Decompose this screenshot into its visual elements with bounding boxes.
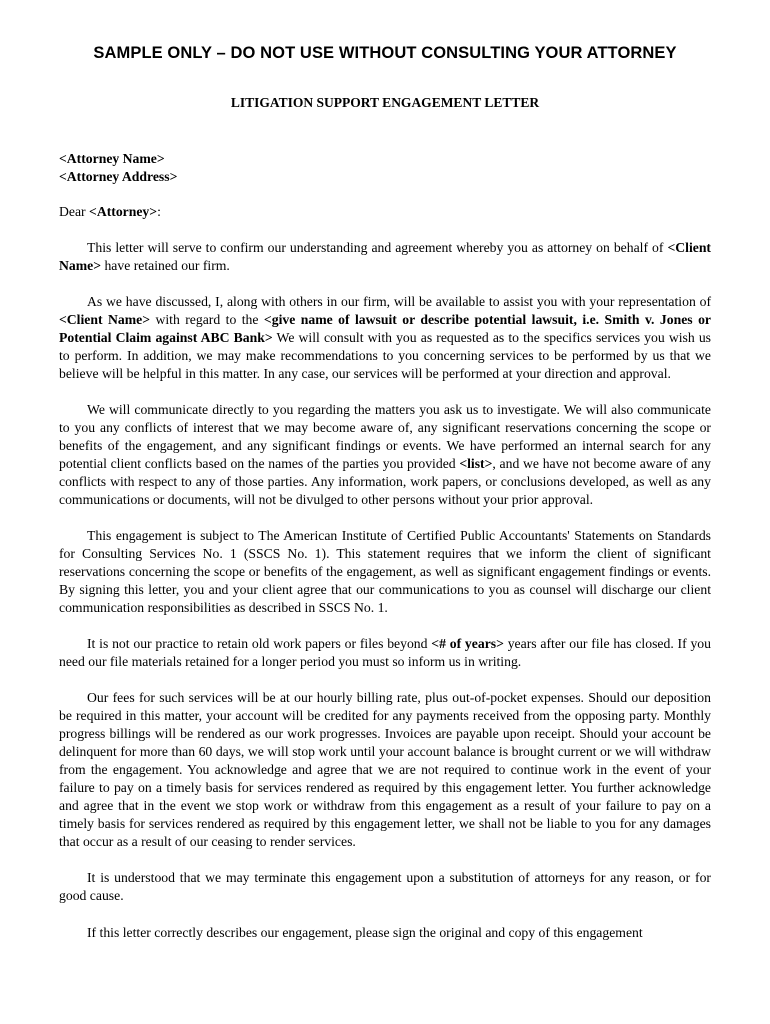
- p5-text-a: It is not our practice to retain old work papers or files beyond: [87, 636, 432, 651]
- p2-text-c: with regard to the: [150, 312, 264, 327]
- paragraph-signature-request: [59, 924, 711, 942]
- p2-text-d: We will consult with you as requested as to the specifics services you wish us to perform. In addition, we may make recommendations to you concerning services to be performed by us that we believe will be helpful in this matter. In any case, our services will be performed at your direction and approval.: [59, 330, 711, 381]
- salutation-prefix: Dear: [59, 204, 90, 219]
- lawsuit-placeholder: <give name of lawsuit or describe potential lawsuit, i.e. Smith v. Jones or Potential Claim against ABC Bank>: [59, 312, 711, 345]
- paragraph-fees: [59, 689, 711, 851]
- paragraph-termination: [59, 869, 711, 905]
- p1-text-a: This letter will serve to confirm our understanding and agreement whereby you as attorney on behalf of: [87, 240, 668, 255]
- letter-title: LITIGATION SUPPORT ENGAGEMENT LETTER: [230, 95, 540, 110]
- p7-text-a: It is understood that we may terminate this engagement upon a substitution of attorneys for any reason, or for good cause.: [59, 870, 711, 903]
- attorney-address-placeholder: <Attorney Address>: [59, 169, 178, 184]
- p5-text-c: years after our file has closed. If you need our file materials retained for a longer period you must so inform us in writing.: [59, 636, 711, 669]
- years-placeholder: <# of years>: [431, 636, 504, 651]
- p8-text-a: If this letter correctly describes our engagement, please sign the original and copy of this engagement: [87, 925, 643, 940]
- letter-body: [59, 150, 711, 942]
- attorney-name-placeholder: <Attorney Name>: [59, 151, 165, 166]
- salutation-name-placeholder: <Attorney>: [89, 204, 158, 219]
- attorney-name-line: [59, 150, 711, 168]
- p6-text-a: Our fees for such services will be at our hourly billing rate, plus out-of-pocket expenses. Should our deposition be required in this matter, your account will be credited for any payments received from the opposing party. Monthly progress billings will be rendered as our work progresses. Invoices are payable upon receipt. Should your account be delinquent for more than 60 days, we will stop work until your account balance is brought current or we will withdraw from the engagement. You acknowledge and agree that we are not required to continue work in the event of your failure to pay on a timely basis for services rendered as required by this engagement letter. You further acknowledge and agree that in the event we stop work or withdraw from this engagement as a result of your failure to pay on a timely basis for services rendered as required by this engagement letter, we shall not be liable to you for any damages that occur as a result of our ceasing to render services.: [59, 690, 711, 849]
- paragraph-communication: [59, 401, 711, 509]
- salutation-suffix: :: [157, 204, 161, 219]
- p4-text-a: This engagement is subject to The American Institute of Certified Public Accountants' Statements on Standards for Consulting Services No. 1 (SSCS No. 1). This statement requires that we inform the client of significant reservations concerning the scope or benefits of the engagement, as well as significant engagement findings or events. By signing this letter, you and your client agree that our communications to you as counsel will discharge our client communication responsibilities as described in SSCS No. 1.: [59, 528, 711, 615]
- p3-text-a: We will communicate directly to you regarding the matters you ask us to investigate. We will also communicate to you any conflicts of interest that we may become aware of, any significant reservations concerning the scope or benefits of the engagement, and any significant findings or events. We have performed an internal search for any potential client conflicts based on the names of the parties you provided: [59, 402, 711, 471]
- paragraph-confirmation: [59, 239, 711, 275]
- p1-text-c: have retained our firm.: [101, 258, 230, 273]
- paragraph-standards: [59, 527, 711, 617]
- sample-warning-heading: SAMPLE ONLY – DO NOT USE WITHOUT CONSULTING YOUR ATTORNEY: [93, 44, 677, 62]
- client-name-placeholder: <Client Name>: [59, 240, 711, 273]
- client-name-placeholder: <Client Name>: [59, 312, 150, 327]
- salutation: [59, 203, 711, 221]
- paragraph-representation: [59, 293, 711, 383]
- attorney-address-line: [59, 168, 711, 186]
- paragraph-retention: [59, 635, 711, 671]
- p2-text-a: As we have discussed, I, along with others in our firm, will be available to assist you with your representation of: [87, 294, 711, 309]
- list-placeholder: <list>: [459, 456, 493, 471]
- p3-text-c: , and we have not become aware of any conflicts with respect to any of those parties. Any information, work papers, or conclusions developed, as well as any communications or documents, will not be divulged to other persons without your prior approval.: [59, 456, 711, 507]
